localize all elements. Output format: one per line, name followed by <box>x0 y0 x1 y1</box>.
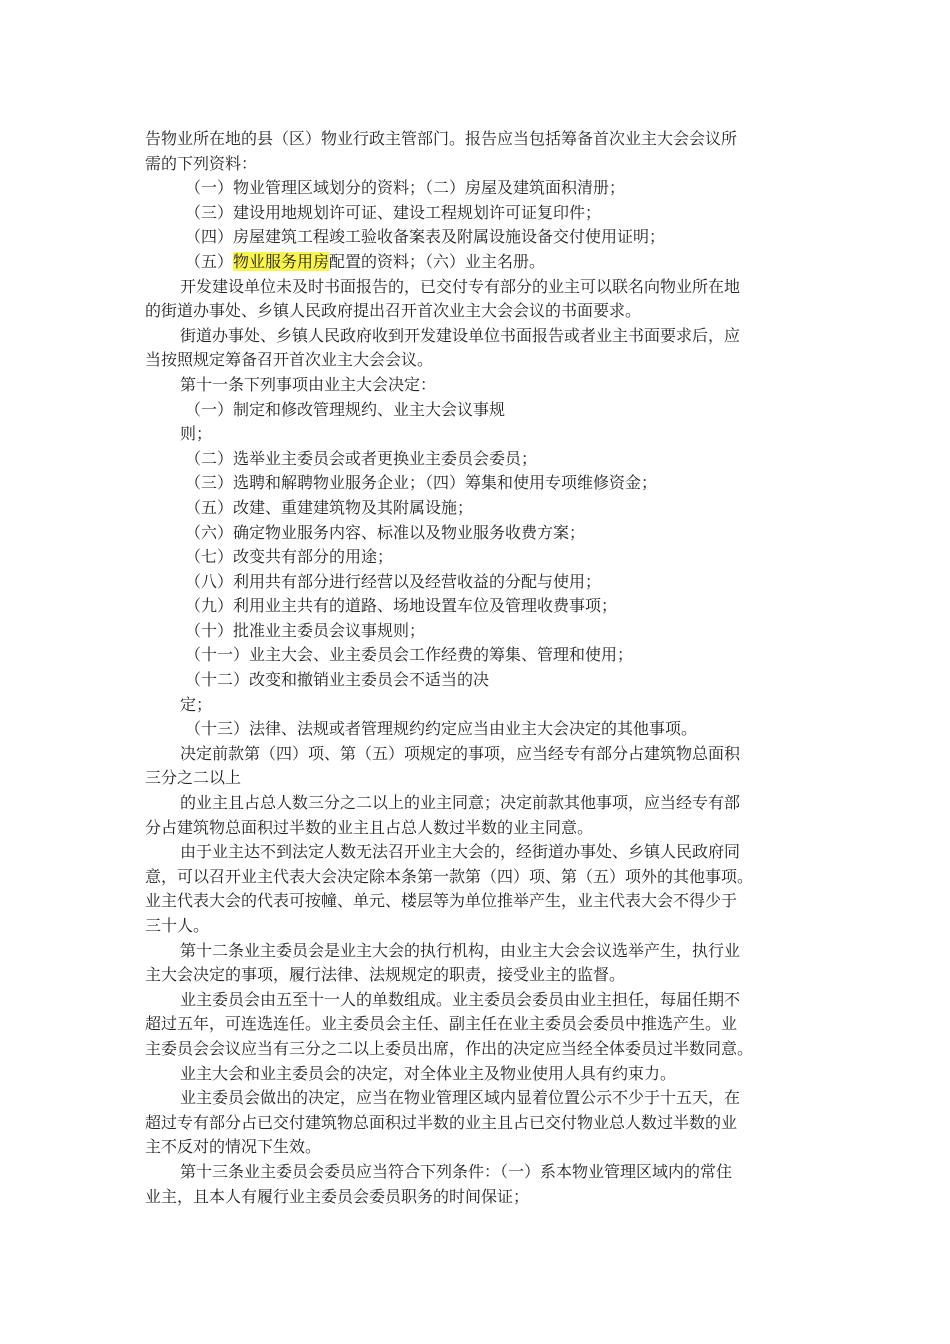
document-page <box>145 127 805 1209</box>
paragraph-line: 业主大会和业主委员会的决定，对全体业主及物业使用人具有约束力。 <box>180 1063 677 1083</box>
list-item: （六）确定物业服务内容、标准以及物业服务收费方案； <box>185 522 586 542</box>
list-item: （一）物业管理区域划分的资料；（二）房屋及建筑面积清册； <box>185 178 626 198</box>
list-item: （五）改建、重建建筑物及其附属设施； <box>185 497 474 517</box>
text-line: 告物业所在地的县（区）物业行政主管部门。报告应当包括筹备首次业主大会会议所 <box>145 129 738 148</box>
list-item: （三）选聘和解聘物业服务企业；（四）筹集和使用专项维修资金； <box>185 473 658 493</box>
list-item: （九）利用业主共有的道路、场地设置车位及管理收费事项； <box>185 596 618 616</box>
text-line: 当按照规定筹备召开首次业主大会会议。 <box>145 350 434 370</box>
text-line: 三分之二以上 <box>145 768 242 788</box>
text-line: 业主，且本人有履行业主委员会委员职务的时间保证； <box>145 1186 530 1206</box>
text-line: 意，可以召开业主代表大会决定除本条第一款第（四）项、第（五）项外的其他事项。 <box>145 866 754 886</box>
text-line: 需的下列资料： <box>145 153 258 173</box>
paragraph-line: 的业主且占总人数三分之二以上的业主同意；决定前款其他事项，应当经专有部 <box>180 793 741 813</box>
text-line: 三十人。 <box>145 916 210 935</box>
article-heading: 第十一条下列事项由业主大会决定： <box>180 374 437 394</box>
list-item: （十一）业主大会、业主委员会工作经费的筹集、管理和使用； <box>185 645 634 665</box>
list-item: （十三）法律、法规或者管理规约约定应当由业主大会决定的其他事项。 <box>185 719 698 739</box>
text-line: 分占建筑物总面积过半数的业主且占总人数过半数的业主同意。 <box>145 817 594 837</box>
text-line: 定； <box>180 694 213 714</box>
highlighted-text: 物业服务用房 <box>233 251 330 271</box>
list-item: （七）改变共有部分的用途； <box>185 547 394 567</box>
list-item-prefix: （五） <box>185 251 234 271</box>
list-item: （八）利用共有部分进行经营以及经营收益的分配与使用； <box>185 571 602 591</box>
text-line: 超过专有部分占已交付建筑物总面积过半数的业主且占已交付物业总人数过半数的业 <box>145 1112 738 1132</box>
list-item <box>145 250 805 275</box>
list-item: （一）制定和修改管理规约、业主大会议事规 <box>185 399 506 419</box>
text-line: 的街道办事处、乡镇人民政府提出召开首次业主大会会议的书面要求。 <box>145 301 642 321</box>
text-line: 主不反对的情况下生效。 <box>145 1137 322 1157</box>
text-line: 主委员会会议应当有三分之二以上委员出席，作出的决定应当经全体委员过半数同意。 <box>145 1038 754 1058</box>
text-line: 业主代表大会的代表可按幢、单元、楼层等为单位推举产生，业主代表大会不得少于 <box>145 891 738 911</box>
list-item-suffix: 配置的资料；（六）业主名册。 <box>329 251 546 271</box>
text-line: 则； <box>180 424 213 444</box>
list-item: （二）选举业主委员会或者更换业主委员会委员； <box>185 448 538 468</box>
paragraph-line: 开发建设单位未及时书面报告的，已交付专有部分的业主可以联名向物业所在地 <box>180 276 741 296</box>
list-item: （十二）改变和撤销业主委员会不适当的决 <box>185 670 490 690</box>
list-item: （十）批准业主委员会议事规则； <box>185 620 426 640</box>
paragraph-line: 业主委员会由五至十一人的单数组成。业主委员会委员由业主担任，每届任期不 <box>180 989 741 1009</box>
paragraph-line: 业主委员会做出的决定，应当在物业管理区域内显着位置公示不少于十五天，在 <box>180 1088 741 1108</box>
list-item: （四）房屋建筑工程竣工验收备案表及附属设施设备交付使用证明； <box>185 227 666 247</box>
list-item: （三）建设用地规划许可证、建设工程规划许可证复印件； <box>185 202 602 222</box>
text-line: 超过五年，可连选连任。业主委员会主任、副主任在业主委员会委员中推选产生。业 <box>145 1014 738 1034</box>
article-heading: 第十三条业主委员会委员应当符合下列条件：（一）系本物业管理区域内的常住 <box>180 1161 733 1181</box>
article-heading: 第十二条业主委员会是业主大会的执行机构，由业主大会会议选举产生，执行业 <box>180 940 741 960</box>
text-line: 主大会决定的事项，履行法律、法规规定的职责，接受业主的监督。 <box>145 965 626 985</box>
paragraph-line: 由于业主达不到法定人数无法召开业主大会的，经街道办事处、乡镇人民政府同 <box>180 842 741 862</box>
paragraph-line: 街道办事处、乡镇人民政府收到开发建设单位书面报告或者业主书面要求后，应 <box>180 325 741 345</box>
paragraph-line: 决定前款第（四）项、第（五）项规定的事项，应当经专有部分占建筑物总面积 <box>180 743 741 763</box>
